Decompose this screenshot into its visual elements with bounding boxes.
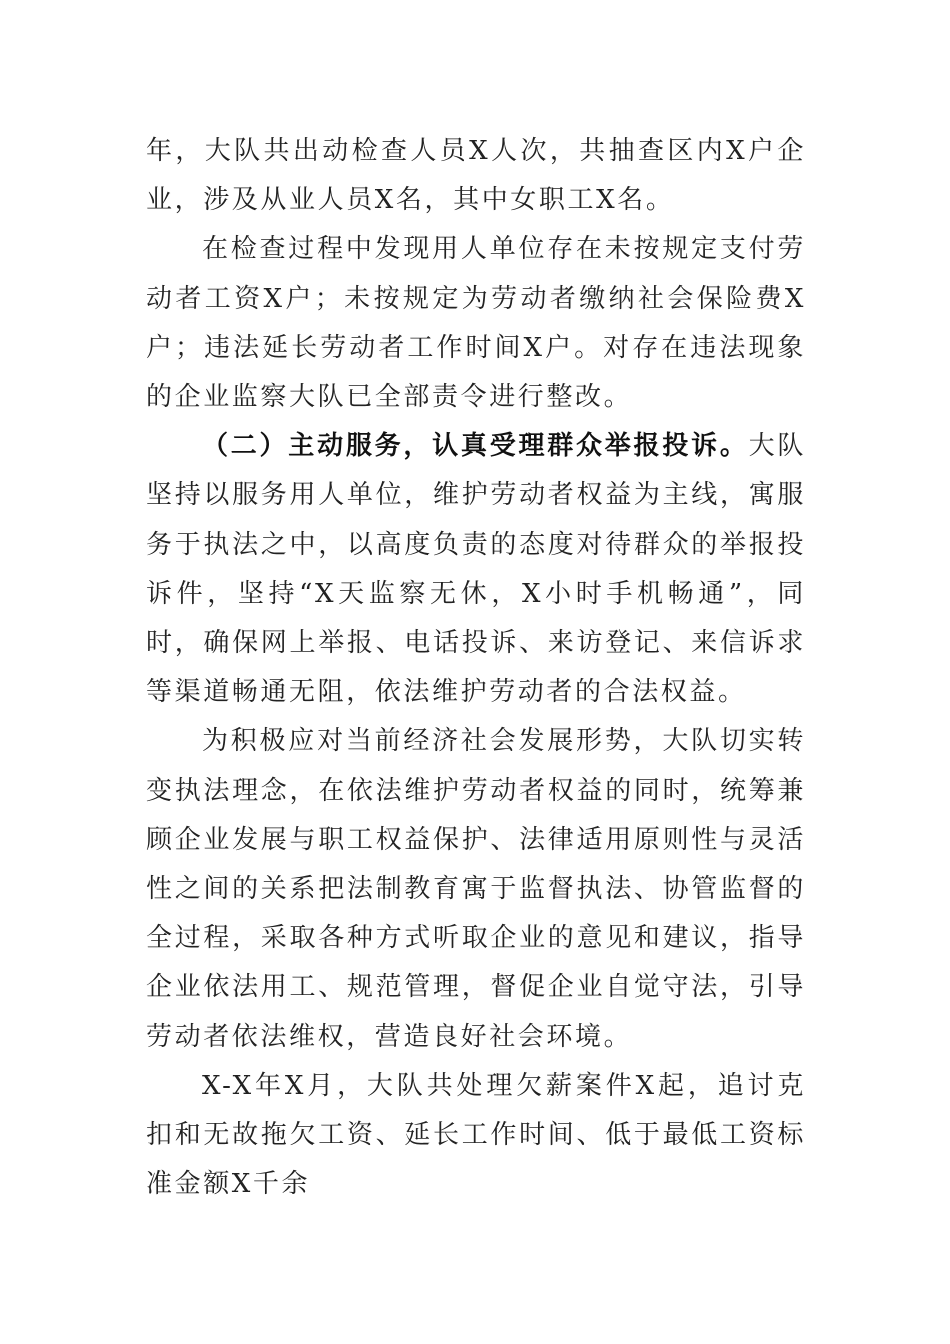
paragraph-2-text: 在检查过程中发现用人单位存在未按规定支付劳动者工资X户；未按规定为劳动者缴纳社会保险费X户；违法延长劳动者工作时间X户。对存在违法现象的企业监察大队已全部责令进行整改。 <box>146 234 806 413</box>
document-body <box>146 127 806 1209</box>
paragraph-3-text: 大队坚持以服务用人单位，维护劳动者权益为主线，寓服务于执法之中，以高度负责的态度对待群众的举报投诉件，坚持“X天监察无休，X小时手机畅通”，同时，确保网上举报、电话投诉、来访登记、来信诉求等渠道畅通无阻，依法维护劳动者的合法权益。 <box>146 431 806 708</box>
paragraph-1-text: 年，大队共出动检查人员X人次，共抽查区内X户企业，涉及从业人员X名，其中女职工X名。 <box>146 136 806 216</box>
paragraph-4-text: 为积极应对当前经济社会发展形势，大队切实转变执法理念，在依法维护劳动者权益的同时，统筹兼顾企业发展与职工权益保护、法律适用原则性与灵活性之间的关系把法制教育寓于监督执法、协管监督的全过程，采取各种方式听取企业的意见和建议，指导企业依法用工、规范管理，督促企业自觉守法，引导劳动者依法维权，营造良好社会环境。 <box>146 726 806 1052</box>
paragraph-2 <box>146 225 806 422</box>
paragraph-4 <box>146 717 806 1061</box>
paragraph-3 <box>146 422 806 717</box>
paragraph-1 <box>146 127 806 225</box>
paragraph-5-text: X-X年X月，大队共处理欠薪案件X起，追讨克扣和无故拖欠工资、延长工作时间、低于最低工资标准金额X千余 <box>146 1070 806 1200</box>
section-heading: （二）主动服务，认真受理群众举报投诉。 <box>202 431 749 462</box>
paragraph-5 <box>146 1062 806 1210</box>
